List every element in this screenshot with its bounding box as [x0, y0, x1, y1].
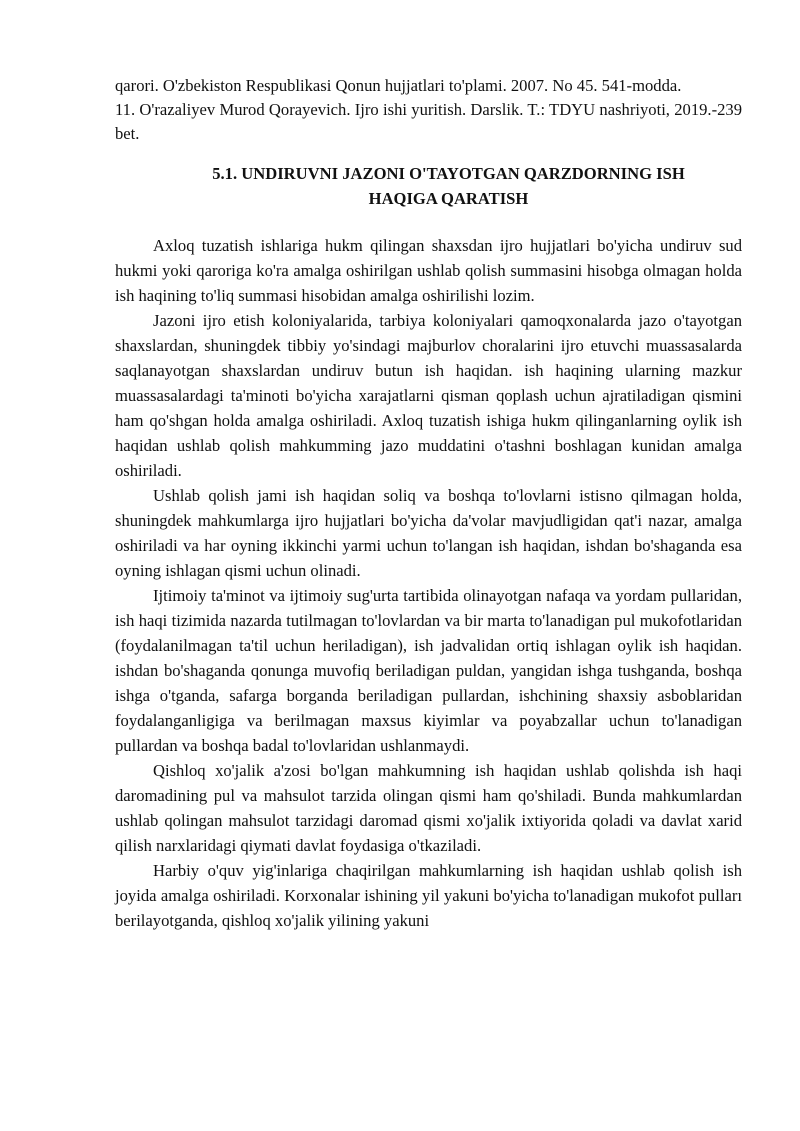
- body-paragraph: Ushlab qolish jami ish haqidan soliq va boshqa to'lovlarni istisno qilmagan holda, shuningdek mahkumlarga ijro hujjatlari bo'yicha da'volar mavjudligidan qat'i nazar, amalga oshiriladi va har oyning ikkinchi yarmi uchun to'langan ish haqidan, ishdan bo'shaganda esa oyning ishlagan qismi uchun olinadi.: [115, 486, 742, 580]
- section-heading: [115, 161, 742, 211]
- reference-item: 11. O'razaliyev Murod Qorayevich. Ijro ishi yuritish. Darslik. T.: TDYU nashriyoti, 2019.-239 bet.: [115, 100, 742, 143]
- body-paragraph: Qishloq xo'jalik a'zosi bo'lgan mahkumning ish haqidan ushlab qolishda ish haqi daromadining pul va mahsulot tarzida olingan qismi ham qo'shiladi. Bunda mahkumlardan ushlab qolingan mahsulot tarzidagi daromad qismi xo'jalik ixtiyorida qoladi va davlat xarid qilish narxlaridagi qiymati davlat foydasiga o'tkaziladi.: [115, 761, 742, 855]
- section-body: [115, 233, 742, 933]
- reference-item: qarori. O'zbekiston Respublikasi Qonun hujjatlari to'plami. 2007. No 45. 541-modda.: [115, 76, 682, 95]
- reference-list: [115, 74, 742, 146]
- body-paragraph: Harbiy o'quv yig'inlariga chaqirilgan mahkumlarning ish haqidan ushlab qolish ish joyida amalga oshiriladi. Korxonalar ishining yil yakuni bo'yicha to'lanadigan mukofot pulları berilayotganda, qishloq xo'jalik yilining yakuni: [115, 861, 742, 930]
- section-heading-line: 5.1. UNDIRUVNI JAZONI O'TAYOTGAN QARZDORNING ISH: [212, 164, 685, 183]
- section-heading-line: HAQIGA QARATISH: [368, 189, 529, 208]
- body-paragraph: Ijtimoiy ta'minot va ijtimoiy sug'urta tartibida olinayotgan nafaqa va yordam pullaridan, ish haqi tizimida nazarda tutilmagan to'lovlardan va bir marta to'lanadigan pul mukofotlaridan (foydalanilmagan ta'til uchun heriladigan), ish jadvalidan ortiq ishlagan oylik ish haqidan. ishdan bo'shaganda qonunga muvofiq beriladigan puldan, yangidan ishga tushganda, boshqa ishga o'tganda, safarga borganda beriladigan pullardan, ishchining shaxsiy asboblaridan foydalanganligiga va berilmagan maxsus kiyimlar va poyabzallar uchun to'lanadigan pullardan va boshqa badal to'lovlaridan ushlanmaydi.: [115, 586, 742, 755]
- page-content: [115, 74, 742, 933]
- body-paragraph: Jazoni ijro etish koloniyalarida, tarbiya koloniyalari qamoqxonalarda jazo o'tayotgan shaxslardan, shuningdek tibbiy yo'sindagi majburlov choralarini ijro etuvchi muassasalarda saqlanayotgan shaxslardan undiruv butun ish haqidan. ish haqining ularning mazkur muassasalardagi ta'minoti bo'yicha xarajatlarni qisman qoplash uchun ajratiladigan qismini ham qo'shgan holda amalga oshiriladi. Axloq tuzatish ishiga hukm qilinganlarning oylik ish haqidan ushlab qolish mahkumming jazo muddatini o'tashni boshlagan kunidan amalga oshiriladi.: [115, 311, 742, 480]
- body-paragraph: Axloq tuzatish ishlariga hukm qilingan shaxsdan ijro hujjatlari bo'yicha undiruv sud hukmi yoki qaroriga ko'ra amalga oshirilgan ushlab qolish summasini hisobga olmagan holda ish haqining to'liq summasi hisobidan amalga oshirilishi lozim.: [115, 236, 742, 305]
